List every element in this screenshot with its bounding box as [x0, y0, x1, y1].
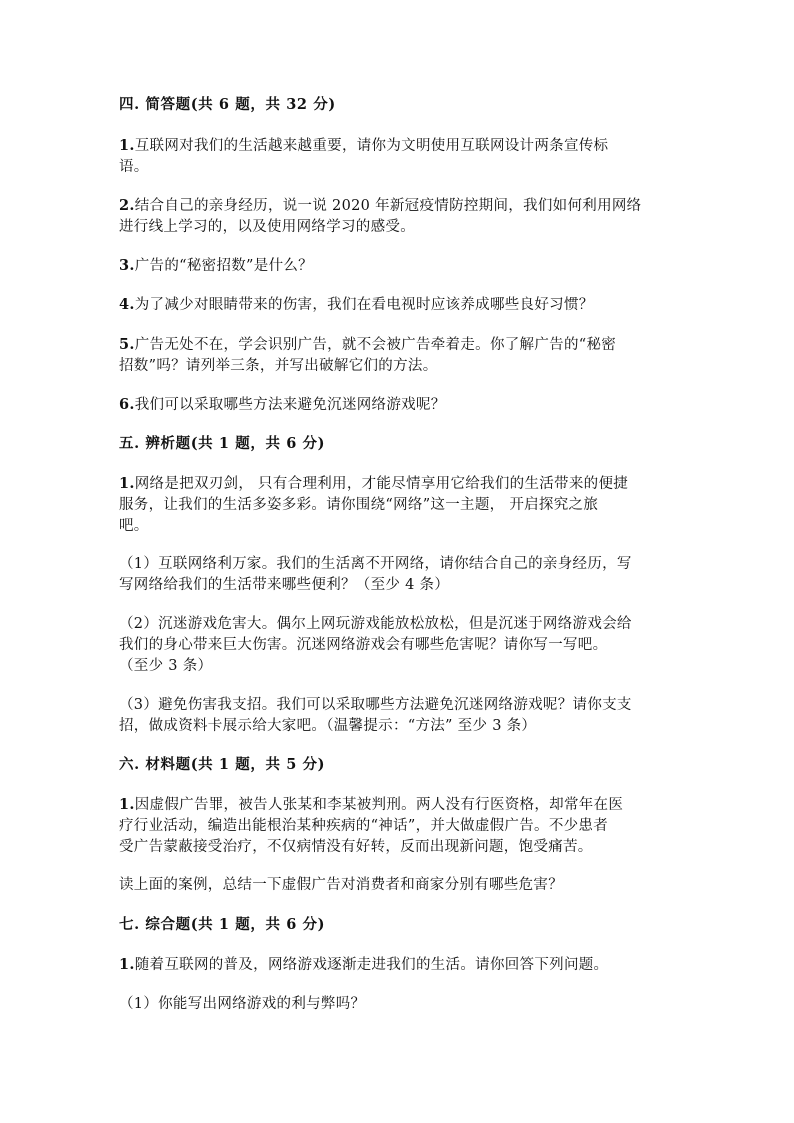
question-number: 3. — [119, 257, 135, 274]
question-text: 因虚假广告罪，被告人张某和李某被判刑。两人没有行医资格，却常年在医 — [134, 797, 624, 813]
sub-question-2-line-3: （至少 3 条） — [119, 658, 213, 674]
question-text: 广告无处不在，学会识别广告，就不会被广告牵着走。你了解广告的“秘密 — [134, 337, 617, 353]
question-text: 随着互联网的普及，网络游戏逐渐走进我们的生活。请你回答下列问题。 — [134, 957, 609, 973]
question-3-line-1 — [119, 258, 313, 274]
question-number: 5. — [119, 336, 135, 353]
sub-question-1-line-2: 写网络给我们的生活带来哪些便利？（至少 4 条） — [119, 577, 450, 593]
material-question-1-line-2: 疗行业活动，编造出能根治某种疾病的“神话”，并大做虚假广告。不少患者 — [119, 818, 609, 834]
question-text: 我们可以采取哪些方法来避免沉迷网络游戏呢？ — [134, 397, 446, 413]
question-1-line-1 — [119, 138, 608, 154]
question-5-line-1 — [119, 337, 616, 353]
question-1-line-2: 语。 — [119, 159, 149, 175]
sub-question-2-line-1: （2）沉迷游戏危害大。偶尔上网玩游戏能放松放松，但是沉迷于网络游戏会给 — [119, 616, 632, 632]
question-5-line-2: 招数”吗？请列举三条，并写出破解它们的方法。 — [119, 358, 438, 374]
question-number: 1. — [119, 796, 135, 813]
question-text: 结合自己的亲身经历，说一说 2020 年新冠疫情防控期间，我们如何利用网络 — [134, 198, 642, 214]
question-text: 广告的“秘密招数”是什么？ — [134, 258, 313, 274]
question-2-line-1 — [119, 198, 641, 214]
material-question-1-line-3: 受广告蒙蔽接受治疗，不仅病情没有好转，反而出现新问题，饱受痛苦。 — [119, 839, 593, 855]
sub-question-3-line-1: （3）避免伤害我支招。我们可以采取哪些方法避免沉迷网络游戏呢？请你支支 — [119, 697, 632, 713]
question-text: 网络是把双刃剑， 只有合理利用，才能尽情享用它给我们的生活带来的便捷 — [134, 476, 629, 492]
question-4-line-1 — [119, 297, 594, 313]
sub-question-3-line-2: 招，做成资料卡展示给大家吧。（温馨提示：“方法” 至少 3 条） — [119, 718, 537, 734]
question-number: 1. — [119, 137, 135, 154]
section-heading-material: 六. 材料题(共 1 题，共 5 分) — [119, 756, 326, 773]
sub-question-1-line-1: （1）互联网络利万家。我们的生活离不开网络，请你结合自己的亲身经历，写 — [119, 556, 632, 572]
section-heading-analysis: 五. 辨析题(共 1 题，共 6 分) — [119, 435, 326, 452]
question-number: 6. — [119, 396, 135, 413]
material-question-1-line-1 — [119, 797, 623, 813]
analysis-question-1-line-1 — [119, 476, 628, 492]
section-heading-short-answer: 四. 简答题(共 6 题，共 32 分) — [119, 96, 336, 113]
question-number: 1. — [119, 475, 135, 492]
question-number: 2. — [119, 197, 135, 214]
section-heading-comprehensive: 七. 综合题(共 1 题，共 6 分) — [119, 916, 326, 933]
comprehensive-sub-question-1: （1）你能写出网络游戏的利与弊吗？ — [119, 996, 366, 1012]
sub-question-2-line-2: 我们的身心带来巨大伤害。沉迷网络游戏会有哪些危害呢？请你写一写吧。 — [119, 637, 608, 653]
analysis-question-1-line-3: 吧。 — [119, 518, 149, 534]
comprehensive-question-1-line-1 — [119, 957, 608, 973]
question-number: 1. — [119, 956, 135, 973]
question-text: 互联网对我们的生活越来越重要，请你为文明使用互联网设计两条宣传标 — [134, 138, 609, 154]
question-2-line-2: 进行线上学习的，以及使用网络学习的感受。 — [119, 219, 415, 235]
question-number: 4. — [119, 296, 135, 313]
question-6-line-1 — [119, 397, 446, 413]
material-read-prompt: 读上面的案例，总结一下虚假广告对消费者和商家分别有哪些危害？ — [119, 877, 563, 893]
question-text: 为了减少对眼睛带来的伤害，我们在看电视时应该养成哪些良好习惯？ — [134, 297, 594, 313]
analysis-question-1-line-2: 服务，让我们的生活多姿多彩。请你围绕“网络”这一主题， 开启探究之旅 — [119, 497, 599, 513]
